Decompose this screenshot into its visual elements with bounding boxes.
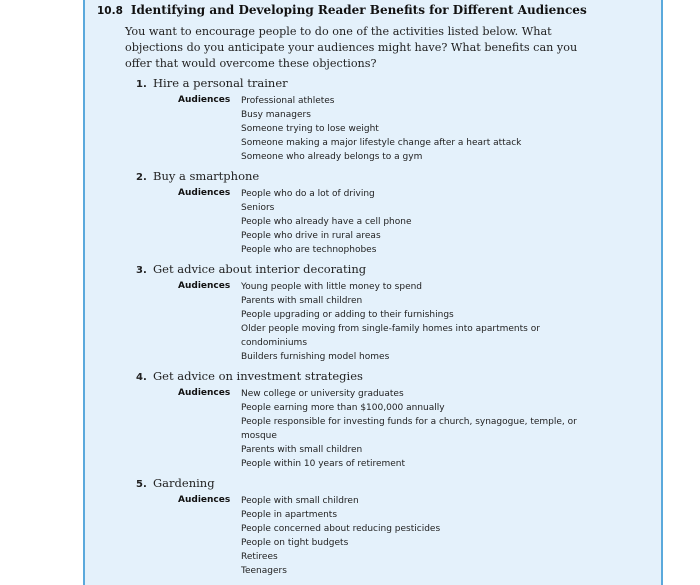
audience-item: Older people moving from single-family homes into apartments or condominiums [241,324,540,348]
audience-item: People with small children [241,496,359,506]
exercise-item-3 [136,262,366,276]
audience-item: Retirees [241,552,278,562]
audiences-label: Audiences [178,388,231,398]
audience-item: People responsible for investing funds for a church, synagogue, temple, or mosque [241,417,577,441]
audience-item: New college or university graduates [241,389,404,399]
audience-item: Builders furnishing model homes [241,352,390,362]
item-number: 2. [136,172,147,183]
audience-list-5 [241,494,581,578]
audiences-label: Audiences [178,281,231,291]
section-heading [97,3,587,17]
audience-item: Someone making a major lifestyle change after a heart attack [241,138,522,148]
audience-item: Someone trying to lose weight [241,124,379,134]
intro-paragraph: You want to encourage people to do one of the activities listed below. What objections do you anticipate your audiences might have? What benefits can you offer that would overcome these objections? [125,25,578,70]
audience-item: Teenagers [241,566,287,576]
item-number: 3. [136,265,147,276]
audiences-label: Audiences [178,495,231,505]
audience-list-3 [241,280,581,364]
audience-item: Seniors [241,203,275,213]
item-title: Gardening [153,476,215,490]
exercise-item-5 [136,476,215,490]
item-title: Get advice about interior decorating [153,262,367,276]
audience-item: People who already have a cell phone [241,217,412,227]
section-number: 10.8 [97,5,123,17]
audiences-label: Audiences [178,188,231,198]
audience-item: People who do a lot of driving [241,189,375,199]
item-title: Get advice on investment strategies [153,369,363,383]
audience-list-1 [241,94,581,164]
audience-item: People within 10 years of retirement [241,459,406,469]
exercise-item-1 [136,76,288,90]
audience-list-4 [241,387,581,471]
item-title: Buy a smartphone [153,169,260,183]
audience-item: People on tight budgets [241,538,349,548]
audience-item: Professional athletes [241,96,335,106]
audience-item: People concerned about reducing pesticides [241,524,441,534]
audience-item: Someone who already belongs to a gym [241,152,423,162]
item-number: 4. [136,372,147,383]
item-number: 1. [136,79,147,90]
audience-item: People who drive in rural areas [241,231,381,241]
exercise-item-4 [136,369,363,383]
audience-item: Busy managers [241,110,311,120]
audience-list-2 [241,187,581,257]
item-number: 5. [136,479,147,490]
item-title: Hire a personal trainer [153,76,288,90]
audience-item: Parents with small children [241,445,363,455]
audience-item: Young people with little money to spend [241,282,423,292]
exercise-item-2 [136,169,259,183]
audience-item: Parents with small children [241,296,363,306]
audience-item: People who are technophobes [241,245,377,255]
audience-item: People upgrading or adding to their furnishings [241,310,454,320]
audiences-label: Audiences [178,95,231,105]
section-title: Identifying and Developing Reader Benefits for Different Audiences [130,3,587,17]
audience-item: People in apartments [241,510,338,520]
audience-item: People earning more than $100,000 annually [241,403,445,413]
